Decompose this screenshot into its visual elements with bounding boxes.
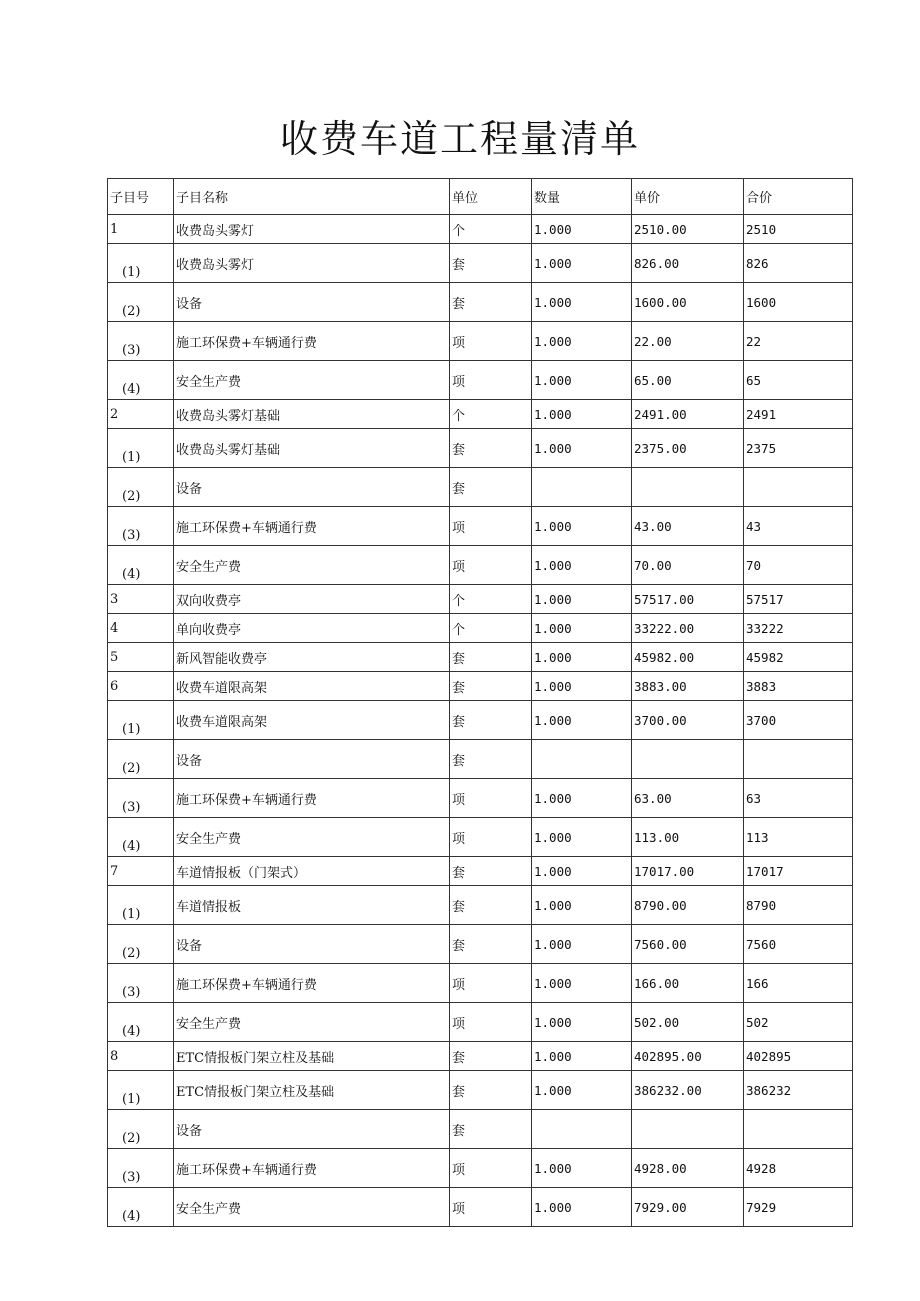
table-row	[108, 1003, 853, 1042]
cell-name: ETC情报板门架立柱及基础	[174, 1071, 450, 1110]
cell-name: 收费岛头雾灯基础	[174, 400, 450, 429]
table-row	[108, 400, 853, 429]
cell-code: 8	[108, 1042, 174, 1071]
cell-total: 33222	[744, 614, 853, 643]
cell-total: 17017	[744, 857, 853, 886]
cell-qty: 1.000	[532, 244, 632, 283]
cell-code: (4)	[108, 546, 174, 585]
cell-name: ETC情报板门架立柱及基础	[174, 1042, 450, 1071]
table-row	[108, 283, 853, 322]
cell-unit: 套	[450, 701, 532, 740]
cell-code: (2)	[108, 740, 174, 779]
cell-qty: 1.000	[532, 283, 632, 322]
table-row	[108, 507, 853, 546]
cell-price: 2510.00	[632, 215, 744, 244]
cell-code: 3	[108, 585, 174, 614]
table-row	[108, 1110, 853, 1149]
cell-name: 设备	[174, 925, 450, 964]
cell-qty: 1.000	[532, 964, 632, 1003]
cell-unit: 项	[450, 1188, 532, 1227]
cell-unit: 套	[450, 1042, 532, 1071]
cell-name: 设备	[174, 1110, 450, 1149]
cell-name: 施工环保费+车辆通行费	[174, 322, 450, 361]
cell-total	[744, 740, 853, 779]
table-row	[108, 964, 853, 1003]
cell-total: 7929	[744, 1188, 853, 1227]
cell-qty: 1.000	[532, 1149, 632, 1188]
cell-qty: 1.000	[532, 1071, 632, 1110]
cell-total: 2375	[744, 429, 853, 468]
cell-code: (3)	[108, 779, 174, 818]
cell-unit: 项	[450, 322, 532, 361]
cell-code: (3)	[108, 964, 174, 1003]
cell-qty: 1.000	[532, 857, 632, 886]
cell-unit: 套	[450, 643, 532, 672]
cell-unit: 套	[450, 740, 532, 779]
table-row	[108, 322, 853, 361]
cell-total	[744, 1110, 853, 1149]
cell-code: 4	[108, 614, 174, 643]
cell-unit: 套	[450, 429, 532, 468]
cell-code: (4)	[108, 1188, 174, 1227]
cell-code: (2)	[108, 1110, 174, 1149]
table-row	[108, 925, 853, 964]
cell-price: 166.00	[632, 964, 744, 1003]
cell-qty	[532, 740, 632, 779]
cell-total: 70	[744, 546, 853, 585]
cell-name: 双向收费亭	[174, 585, 450, 614]
cell-qty: 1.000	[532, 507, 632, 546]
cell-price: 113.00	[632, 818, 744, 857]
cell-total: 386232	[744, 1071, 853, 1110]
cell-total: 3883	[744, 672, 853, 701]
cell-name: 施工环保费+车辆通行费	[174, 1149, 450, 1188]
cell-name: 单向收费亭	[174, 614, 450, 643]
cell-unit: 个	[450, 215, 532, 244]
cell-qty	[532, 468, 632, 507]
cell-unit: 套	[450, 1071, 532, 1110]
cell-total: 43	[744, 507, 853, 546]
cell-name: 安全生产费	[174, 818, 450, 857]
cell-qty: 1.000	[532, 400, 632, 429]
cell-name: 施工环保费+车辆通行费	[174, 507, 450, 546]
cell-unit: 套	[450, 1110, 532, 1149]
cell-total: 65	[744, 361, 853, 400]
table-row	[108, 585, 853, 614]
cell-name: 车道情报板（门架式）	[174, 857, 450, 886]
cell-qty: 1.000	[532, 585, 632, 614]
cell-code: (2)	[108, 283, 174, 322]
cell-total: 22	[744, 322, 853, 361]
cell-unit: 套	[450, 244, 532, 283]
header-code: 子目号	[108, 179, 174, 215]
table-row	[108, 361, 853, 400]
cell-total: 502	[744, 1003, 853, 1042]
cell-price: 8790.00	[632, 886, 744, 925]
cell-price: 45982.00	[632, 643, 744, 672]
cell-price	[632, 740, 744, 779]
cell-code: 1	[108, 215, 174, 244]
cell-total: 7560	[744, 925, 853, 964]
cell-name: 施工环保费+车辆通行费	[174, 964, 450, 1003]
cell-code: (4)	[108, 818, 174, 857]
header-total: 合价	[744, 179, 853, 215]
cell-price: 7929.00	[632, 1188, 744, 1227]
cell-total: 4928	[744, 1149, 853, 1188]
header-qty: 数量	[532, 179, 632, 215]
cell-total: 8790	[744, 886, 853, 925]
cell-unit: 个	[450, 585, 532, 614]
cell-qty: 1.000	[532, 361, 632, 400]
cell-price: 386232.00	[632, 1071, 744, 1110]
cell-qty: 1.000	[532, 925, 632, 964]
cell-qty: 1.000	[532, 322, 632, 361]
cell-qty: 1.000	[532, 643, 632, 672]
cell-name: 安全生产费	[174, 1188, 450, 1227]
cell-code: (1)	[108, 701, 174, 740]
table-row	[108, 886, 853, 925]
table-row	[108, 1188, 853, 1227]
cell-qty: 1.000	[532, 215, 632, 244]
table-row	[108, 429, 853, 468]
table-row	[108, 740, 853, 779]
cell-price: 65.00	[632, 361, 744, 400]
cell-name: 安全生产费	[174, 546, 450, 585]
cell-total: 57517	[744, 585, 853, 614]
cell-price: 3700.00	[632, 701, 744, 740]
cell-qty: 1.000	[532, 672, 632, 701]
cell-total: 2510	[744, 215, 853, 244]
table-body	[108, 215, 853, 1227]
cell-price: 7560.00	[632, 925, 744, 964]
cell-code: (1)	[108, 1071, 174, 1110]
cell-price: 502.00	[632, 1003, 744, 1042]
cell-price: 70.00	[632, 546, 744, 585]
header-name: 子目名称	[174, 179, 450, 215]
cell-price: 2375.00	[632, 429, 744, 468]
table-row	[108, 215, 853, 244]
cell-price: 3883.00	[632, 672, 744, 701]
cell-total	[744, 468, 853, 507]
table-row	[108, 614, 853, 643]
cell-code: (3)	[108, 1149, 174, 1188]
cell-price: 22.00	[632, 322, 744, 361]
table-row	[108, 672, 853, 701]
cell-unit: 项	[450, 361, 532, 400]
cell-total: 63	[744, 779, 853, 818]
cell-unit: 个	[450, 400, 532, 429]
cell-unit: 项	[450, 546, 532, 585]
cell-price: 63.00	[632, 779, 744, 818]
cell-code: (2)	[108, 925, 174, 964]
cell-code: 6	[108, 672, 174, 701]
cell-unit: 项	[450, 818, 532, 857]
table-header-row	[108, 179, 853, 215]
cell-qty: 1.000	[532, 886, 632, 925]
table-row	[108, 1149, 853, 1188]
cell-qty: 1.000	[532, 614, 632, 643]
cell-unit: 套	[450, 672, 532, 701]
cell-code: (1)	[108, 429, 174, 468]
cell-unit: 个	[450, 614, 532, 643]
cell-name: 安全生产费	[174, 1003, 450, 1042]
cell-qty: 1.000	[532, 779, 632, 818]
cell-total: 1600	[744, 283, 853, 322]
cell-name: 新风智能收费亭	[174, 643, 450, 672]
cell-unit: 套	[450, 283, 532, 322]
table-row	[108, 546, 853, 585]
table-row	[108, 244, 853, 283]
cell-qty: 1.000	[532, 546, 632, 585]
table-row	[108, 1042, 853, 1071]
cell-code: (4)	[108, 361, 174, 400]
cell-name: 车道情报板	[174, 886, 450, 925]
cell-name: 收费车道限高架	[174, 701, 450, 740]
cell-price: 17017.00	[632, 857, 744, 886]
page-title: 收费车道工程量清单	[279, 117, 640, 161]
cell-price: 826.00	[632, 244, 744, 283]
cell-name: 安全生产费	[174, 361, 450, 400]
cell-price: 4928.00	[632, 1149, 744, 1188]
table-row	[108, 643, 853, 672]
cell-unit: 项	[450, 779, 532, 818]
quantity-table	[107, 178, 853, 1227]
cell-qty: 1.000	[532, 1188, 632, 1227]
cell-price: 57517.00	[632, 585, 744, 614]
cell-qty: 1.000	[532, 1003, 632, 1042]
header-price: 单价	[632, 179, 744, 215]
cell-qty	[532, 1110, 632, 1149]
cell-price	[632, 1110, 744, 1149]
cell-price: 1600.00	[632, 283, 744, 322]
table-row	[108, 779, 853, 818]
cell-name: 设备	[174, 740, 450, 779]
cell-price: 402895.00	[632, 1042, 744, 1071]
cell-total: 166	[744, 964, 853, 1003]
table-row	[108, 1071, 853, 1110]
cell-name: 收费车道限高架	[174, 672, 450, 701]
cell-code: (3)	[108, 322, 174, 361]
cell-price: 2491.00	[632, 400, 744, 429]
cell-price	[632, 468, 744, 507]
cell-unit: 套	[450, 468, 532, 507]
cell-name: 收费岛头雾灯	[174, 215, 450, 244]
cell-unit: 项	[450, 1149, 532, 1188]
table-row	[108, 701, 853, 740]
cell-code: 5	[108, 643, 174, 672]
cell-code: (1)	[108, 886, 174, 925]
cell-code: 2	[108, 400, 174, 429]
cell-name: 设备	[174, 468, 450, 507]
cell-qty: 1.000	[532, 1042, 632, 1071]
table-row	[108, 818, 853, 857]
cell-total: 113	[744, 818, 853, 857]
cell-total: 826	[744, 244, 853, 283]
cell-code: 7	[108, 857, 174, 886]
cell-unit: 套	[450, 925, 532, 964]
cell-code: (2)	[108, 468, 174, 507]
cell-unit: 套	[450, 886, 532, 925]
cell-price: 33222.00	[632, 614, 744, 643]
cell-total: 45982	[744, 643, 853, 672]
cell-total: 3700	[744, 701, 853, 740]
cell-qty: 1.000	[532, 701, 632, 740]
cell-unit: 项	[450, 507, 532, 546]
cell-unit: 套	[450, 857, 532, 886]
cell-code: (1)	[108, 244, 174, 283]
cell-qty: 1.000	[532, 818, 632, 857]
cell-name: 收费岛头雾灯	[174, 244, 450, 283]
cell-name: 收费岛头雾灯基础	[174, 429, 450, 468]
table-row	[108, 468, 853, 507]
cell-qty: 1.000	[532, 429, 632, 468]
table-row	[108, 857, 853, 886]
cell-unit: 项	[450, 1003, 532, 1042]
cell-total: 2491	[744, 400, 853, 429]
cell-unit: 项	[450, 964, 532, 1003]
cell-code: (4)	[108, 1003, 174, 1042]
cell-name: 施工环保费+车辆通行费	[174, 779, 450, 818]
cell-total: 402895	[744, 1042, 853, 1071]
cell-price: 43.00	[632, 507, 744, 546]
cell-code: (3)	[108, 507, 174, 546]
cell-name: 设备	[174, 283, 450, 322]
header-unit: 单位	[450, 179, 532, 215]
